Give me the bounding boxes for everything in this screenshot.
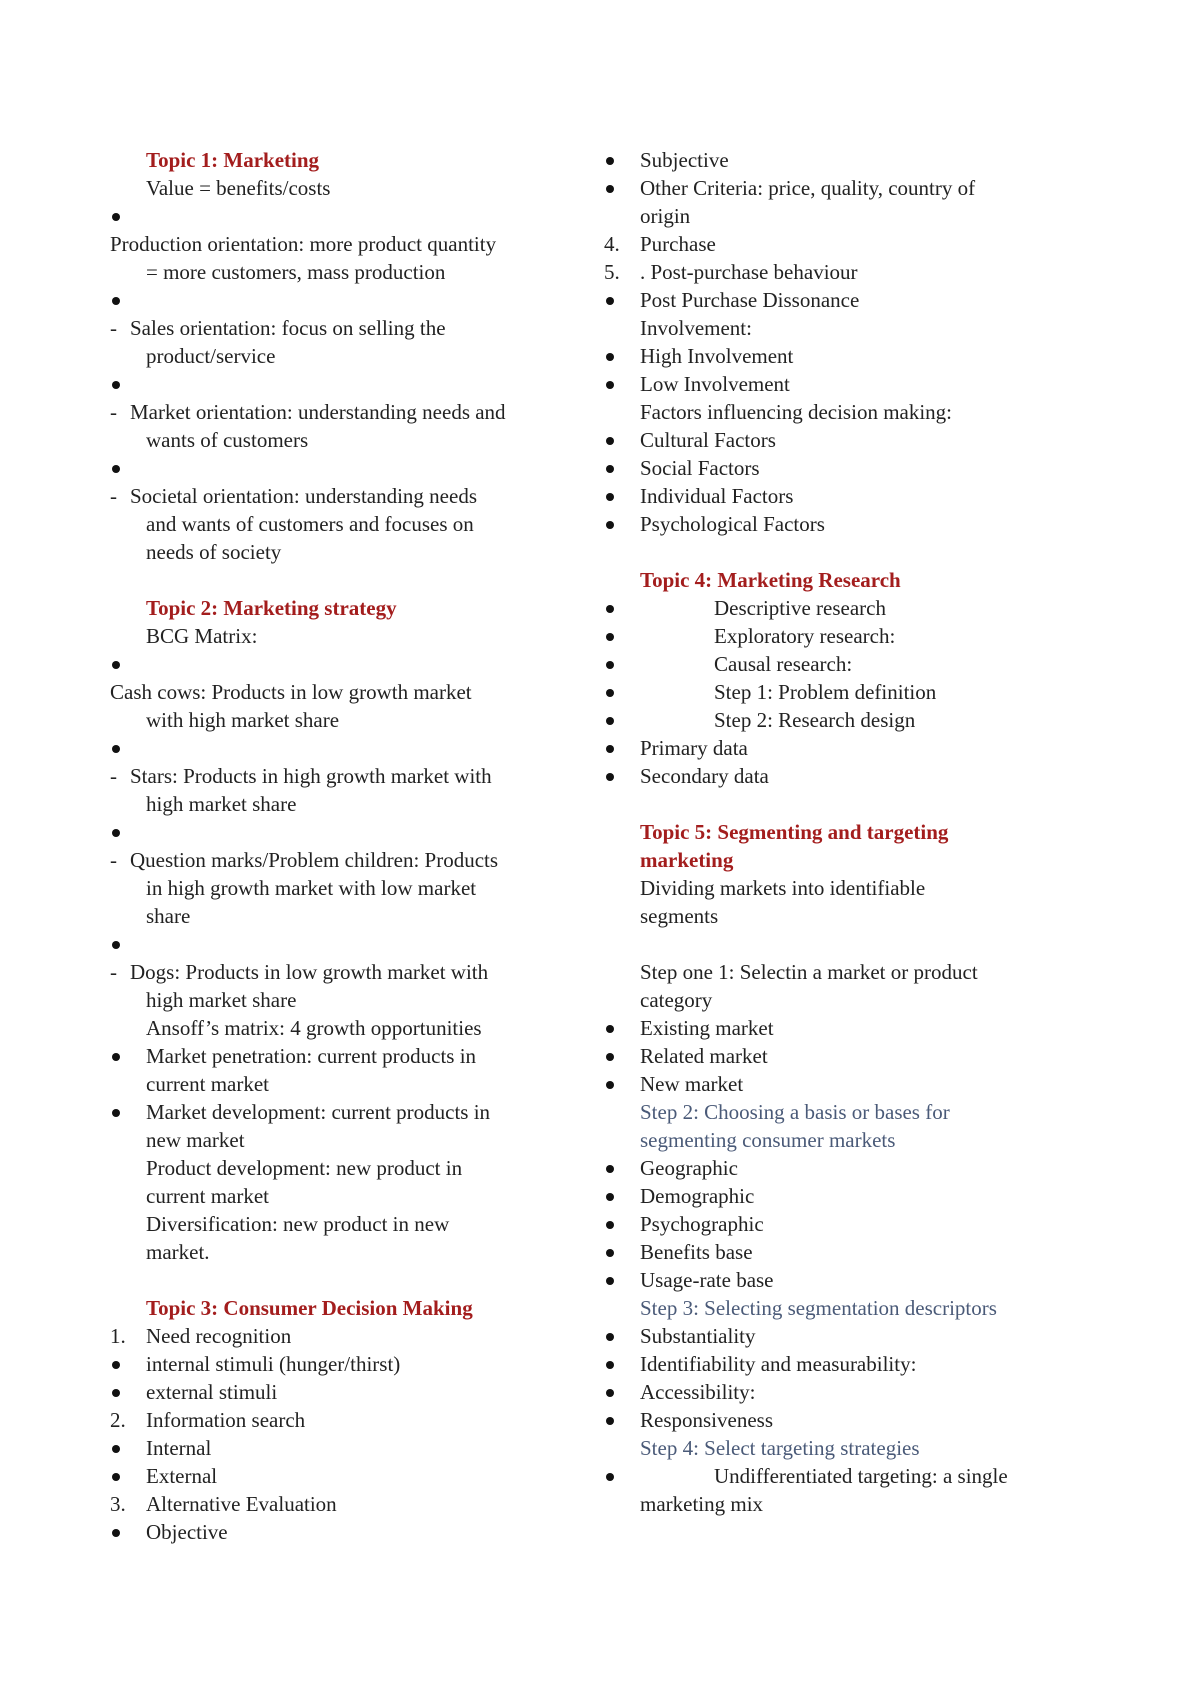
blank-line bbox=[604, 538, 1074, 566]
bullet-icon bbox=[112, 1109, 120, 1117]
line-text: Internal bbox=[146, 1436, 212, 1460]
document-line bbox=[604, 1126, 1074, 1154]
document-line bbox=[604, 482, 1074, 510]
heading-text: Topic 4: Marketing Research bbox=[640, 568, 901, 592]
bullet-icon bbox=[112, 1361, 120, 1369]
line-text: Secondary data bbox=[640, 764, 769, 788]
document-line bbox=[110, 538, 580, 566]
bullet-icon bbox=[606, 661, 614, 669]
line-text: current market bbox=[146, 1072, 270, 1096]
line-text: Alternative Evaluation bbox=[146, 1492, 337, 1516]
document-line bbox=[110, 678, 580, 706]
bullet-icon bbox=[606, 1249, 614, 1257]
document-line bbox=[604, 314, 1074, 342]
list-number: 5. bbox=[604, 260, 620, 284]
line-text: Geographic bbox=[640, 1156, 738, 1180]
document-line bbox=[604, 986, 1074, 1014]
list-number: 4. bbox=[604, 232, 620, 256]
line-text: with high market share bbox=[146, 708, 340, 732]
line-text: market. bbox=[146, 1240, 210, 1264]
document-line bbox=[604, 1238, 1074, 1266]
line-text: segmenting consumer markets bbox=[640, 1128, 896, 1152]
line-text: Dividing markets into identifiable bbox=[640, 876, 926, 900]
line-text: current market bbox=[146, 1184, 270, 1208]
bullet-icon bbox=[606, 1221, 614, 1229]
bullet-icon bbox=[606, 1361, 614, 1369]
line-text: Demographic bbox=[640, 1184, 755, 1208]
document-line bbox=[604, 762, 1074, 790]
bullet-icon bbox=[606, 1165, 614, 1173]
line-text: Step 2: Choosing a basis or bases for bbox=[640, 1100, 950, 1124]
line-text: Dogs: Products in low growth market with bbox=[130, 960, 489, 984]
blank-line bbox=[110, 566, 580, 594]
line-text: wants of customers bbox=[146, 428, 309, 452]
document-line bbox=[604, 874, 1074, 902]
document-line bbox=[110, 762, 580, 790]
dash-marker: - bbox=[110, 484, 117, 508]
document-line bbox=[110, 174, 580, 202]
bullet-icon bbox=[112, 661, 120, 669]
bullet-icon bbox=[606, 521, 614, 529]
document-line bbox=[604, 230, 1074, 258]
line-text: product/service bbox=[146, 344, 276, 368]
document-line bbox=[604, 1378, 1074, 1406]
line-text: in high growth market with low market bbox=[146, 876, 477, 900]
dash-marker: - bbox=[110, 316, 117, 340]
line-text: Social Factors bbox=[640, 456, 760, 480]
line-text: Psychological Factors bbox=[640, 512, 825, 536]
line-text: external stimuli bbox=[146, 1380, 278, 1404]
line-text: Responsiveness bbox=[640, 1408, 773, 1432]
document-line bbox=[110, 1462, 580, 1490]
document-line bbox=[604, 1462, 1074, 1490]
line-text: New market bbox=[640, 1072, 744, 1096]
line-text: Usage-rate base bbox=[640, 1268, 774, 1292]
heading-text: marketing bbox=[640, 848, 734, 872]
line-text: = more customers, mass production bbox=[146, 260, 446, 284]
line-text: Step 1: Problem definition bbox=[714, 680, 937, 704]
document-line bbox=[604, 1098, 1074, 1126]
topic-heading bbox=[110, 1294, 580, 1322]
line-text: Primary data bbox=[640, 736, 748, 760]
line-text: Individual Factors bbox=[640, 484, 794, 508]
document-line bbox=[110, 874, 580, 902]
document-line bbox=[110, 986, 580, 1014]
document-line bbox=[604, 734, 1074, 762]
line-text: Related market bbox=[640, 1044, 768, 1068]
bullet-icon bbox=[606, 745, 614, 753]
document-line bbox=[110, 1238, 580, 1266]
dash-marker: - bbox=[110, 960, 117, 984]
document-line bbox=[604, 1210, 1074, 1238]
line-text: Market orientation: understanding needs and bbox=[130, 400, 506, 424]
document-line bbox=[604, 622, 1074, 650]
bullet-icon bbox=[606, 1417, 614, 1425]
bullet-icon bbox=[112, 1389, 120, 1397]
document-line bbox=[110, 930, 580, 958]
line-text: High Involvement bbox=[640, 344, 794, 368]
document-line bbox=[604, 902, 1074, 930]
document-line bbox=[604, 1350, 1074, 1378]
topic-heading bbox=[604, 818, 1074, 846]
line-text: Subjective bbox=[640, 148, 729, 172]
document-line bbox=[604, 1490, 1074, 1518]
bullet-icon bbox=[112, 213, 120, 221]
document-line bbox=[110, 1154, 580, 1182]
bullet-icon bbox=[112, 1053, 120, 1061]
bullet-icon bbox=[606, 773, 614, 781]
line-text: Identifiability and measurability: bbox=[640, 1352, 917, 1376]
bullet-icon bbox=[112, 1445, 120, 1453]
document-line bbox=[604, 342, 1074, 370]
line-text: Information search bbox=[146, 1408, 306, 1432]
line-text: Substantiality bbox=[640, 1324, 756, 1348]
topic-heading bbox=[604, 846, 1074, 874]
document-line bbox=[604, 706, 1074, 734]
heading-text: Topic 5: Segmenting and targeting bbox=[640, 820, 949, 844]
bullet-icon bbox=[606, 353, 614, 361]
dash-marker: - bbox=[110, 764, 117, 788]
document-line bbox=[604, 1070, 1074, 1098]
line-text: Accessibility: bbox=[640, 1380, 756, 1404]
bullet-icon bbox=[606, 1473, 614, 1481]
topic-heading bbox=[110, 146, 580, 174]
document-line bbox=[110, 342, 580, 370]
document-line bbox=[110, 258, 580, 286]
document-line bbox=[604, 258, 1074, 286]
line-text: Involvement: bbox=[640, 316, 752, 340]
dash-marker: - bbox=[110, 400, 117, 424]
bullet-icon bbox=[606, 297, 614, 305]
line-text: category bbox=[640, 988, 713, 1012]
document-line bbox=[110, 426, 580, 454]
line-text: Value = benefits/costs bbox=[146, 176, 331, 200]
line-text: Benefits base bbox=[640, 1240, 753, 1264]
document-line bbox=[110, 958, 580, 986]
line-text: Step 3: Selecting segmentation descriptors bbox=[640, 1296, 997, 1320]
line-text: Market penetration: current products in bbox=[146, 1044, 477, 1068]
bullet-icon bbox=[606, 381, 614, 389]
line-text: BCG Matrix: bbox=[146, 624, 258, 648]
bullet-icon bbox=[606, 1389, 614, 1397]
document-line bbox=[604, 454, 1074, 482]
line-text: Diversification: new product in new bbox=[146, 1212, 450, 1236]
document-line bbox=[110, 454, 580, 482]
document-line bbox=[110, 230, 580, 258]
document-line bbox=[110, 622, 580, 650]
line-text: Stars: Products in high growth market with bbox=[130, 764, 492, 788]
line-text: Question marks/Problem children: Products bbox=[130, 848, 499, 872]
line-text: origin bbox=[640, 204, 691, 228]
bullet-icon bbox=[606, 1333, 614, 1341]
line-text: Cash cows: Products in low growth market bbox=[110, 680, 472, 704]
document-line bbox=[110, 1518, 580, 1546]
document-line bbox=[110, 510, 580, 538]
document-line bbox=[604, 1294, 1074, 1322]
bullet-icon bbox=[606, 437, 614, 445]
line-text: Purchase bbox=[640, 232, 716, 256]
line-text: Psychographic bbox=[640, 1212, 764, 1236]
document-line bbox=[110, 1434, 580, 1462]
line-text: Low Involvement bbox=[640, 372, 790, 396]
document-line bbox=[604, 370, 1074, 398]
document-line bbox=[604, 1042, 1074, 1070]
line-text: needs of society bbox=[146, 540, 282, 564]
document-line bbox=[604, 1154, 1074, 1182]
line-text: Market development: current products in bbox=[146, 1100, 491, 1124]
bullet-icon bbox=[112, 381, 120, 389]
document-line bbox=[110, 846, 580, 874]
bullet-icon bbox=[606, 1193, 614, 1201]
document-line bbox=[110, 790, 580, 818]
document-line bbox=[604, 1182, 1074, 1210]
bullet-icon bbox=[112, 1529, 120, 1537]
bullet-icon bbox=[112, 941, 120, 949]
line-text: Cultural Factors bbox=[640, 428, 776, 452]
document-line bbox=[604, 1434, 1074, 1462]
document-line bbox=[110, 734, 580, 762]
line-text: and wants of customers and focuses on bbox=[146, 512, 474, 536]
line-text: External bbox=[146, 1464, 218, 1488]
bullet-icon bbox=[112, 465, 120, 473]
bullet-icon bbox=[606, 633, 614, 641]
dash-marker: - bbox=[110, 848, 117, 872]
document-line bbox=[604, 146, 1074, 174]
heading-text: Topic 1: Marketing bbox=[146, 148, 320, 172]
line-text: Post Purchase Dissonance bbox=[640, 288, 860, 312]
document-line bbox=[110, 818, 580, 846]
blank-line bbox=[110, 1266, 580, 1294]
document-line bbox=[604, 1014, 1074, 1042]
document-line bbox=[604, 174, 1074, 202]
document-line bbox=[604, 1406, 1074, 1434]
bullet-icon bbox=[112, 745, 120, 753]
line-text: Objective bbox=[146, 1520, 228, 1544]
line-text: share bbox=[146, 904, 191, 928]
document-line bbox=[110, 650, 580, 678]
document-line bbox=[110, 1378, 580, 1406]
document-line bbox=[110, 1070, 580, 1098]
bullet-icon bbox=[606, 493, 614, 501]
topic-heading bbox=[604, 566, 1074, 594]
document-line bbox=[604, 1266, 1074, 1294]
document-line bbox=[110, 482, 580, 510]
line-text: Need recognition bbox=[146, 1324, 292, 1348]
document-line bbox=[604, 426, 1074, 454]
document-line bbox=[604, 594, 1074, 622]
document-line bbox=[110, 1098, 580, 1126]
blank-line bbox=[604, 930, 1074, 958]
document-line bbox=[604, 650, 1074, 678]
document-line bbox=[110, 706, 580, 734]
bullet-icon bbox=[112, 829, 120, 837]
document-line bbox=[604, 398, 1074, 426]
line-text: Descriptive research bbox=[714, 596, 886, 620]
line-text: Existing market bbox=[640, 1016, 774, 1040]
bullet-icon bbox=[606, 717, 614, 725]
bullet-icon bbox=[606, 157, 614, 165]
line-text: . Post-purchase behaviour bbox=[640, 260, 858, 284]
bullet-icon bbox=[606, 1053, 614, 1061]
document-line bbox=[110, 202, 580, 230]
bullet-icon bbox=[606, 1025, 614, 1033]
list-number: 1. bbox=[110, 1324, 126, 1348]
document-line bbox=[110, 398, 580, 426]
document-line bbox=[110, 314, 580, 342]
line-text: Production orientation: more product quantity bbox=[110, 232, 497, 256]
right-column bbox=[604, 146, 1074, 1518]
bullet-icon bbox=[606, 1277, 614, 1285]
line-text: Step one 1: Selectin a market or product bbox=[640, 960, 978, 984]
document-line bbox=[110, 902, 580, 930]
line-text: segments bbox=[640, 904, 719, 928]
heading-text: Topic 3: Consumer Decision Making bbox=[146, 1296, 473, 1320]
left-column bbox=[110, 146, 580, 1546]
heading-text: Topic 2: Marketing strategy bbox=[146, 596, 397, 620]
document-line bbox=[604, 286, 1074, 314]
line-text: Step 2: Research design bbox=[714, 708, 916, 732]
document-line bbox=[110, 1406, 580, 1434]
document-line bbox=[110, 1322, 580, 1350]
document-line bbox=[110, 1490, 580, 1518]
line-text: Ansoff’s matrix: 4 growth opportunities bbox=[146, 1016, 482, 1040]
bullet-icon bbox=[606, 465, 614, 473]
line-text: marketing mix bbox=[640, 1492, 764, 1516]
topic-heading bbox=[110, 594, 580, 622]
line-text: Causal research: bbox=[714, 652, 853, 676]
bullet-icon bbox=[606, 605, 614, 613]
document-line bbox=[604, 1322, 1074, 1350]
document-line bbox=[110, 1126, 580, 1154]
document-line bbox=[604, 202, 1074, 230]
blank-line bbox=[604, 790, 1074, 818]
document-line bbox=[110, 1042, 580, 1070]
line-text: new market bbox=[146, 1128, 245, 1152]
line-text: Product development: new product in bbox=[146, 1156, 463, 1180]
bullet-icon bbox=[606, 185, 614, 193]
line-text: high market share bbox=[146, 792, 297, 816]
document-line bbox=[110, 1182, 580, 1210]
line-text: Sales orientation: focus on selling the bbox=[130, 316, 446, 340]
line-text: Exploratory research: bbox=[714, 624, 896, 648]
line-text: Step 4: Select targeting strategies bbox=[640, 1436, 920, 1460]
line-text: internal stimuli (hunger/thirst) bbox=[146, 1352, 401, 1376]
document-line bbox=[110, 370, 580, 398]
line-text: Undifferentiated targeting: a single bbox=[714, 1464, 1008, 1488]
line-text: Societal orientation: understanding needs bbox=[130, 484, 477, 508]
bullet-icon bbox=[112, 1473, 120, 1481]
list-number: 3. bbox=[110, 1492, 126, 1516]
document-line bbox=[604, 510, 1074, 538]
document-line bbox=[604, 678, 1074, 706]
list-number: 2. bbox=[110, 1408, 126, 1432]
bullet-icon bbox=[112, 297, 120, 305]
bullet-icon bbox=[606, 1081, 614, 1089]
line-text: high market share bbox=[146, 988, 297, 1012]
document-line bbox=[110, 1350, 580, 1378]
document-line bbox=[110, 286, 580, 314]
document-line bbox=[604, 958, 1074, 986]
document-line bbox=[110, 1210, 580, 1238]
line-text: Other Criteria: price, quality, country of bbox=[640, 176, 976, 200]
document-line bbox=[110, 1014, 580, 1042]
line-text: Factors influencing decision making: bbox=[640, 400, 953, 424]
bullet-icon bbox=[606, 689, 614, 697]
